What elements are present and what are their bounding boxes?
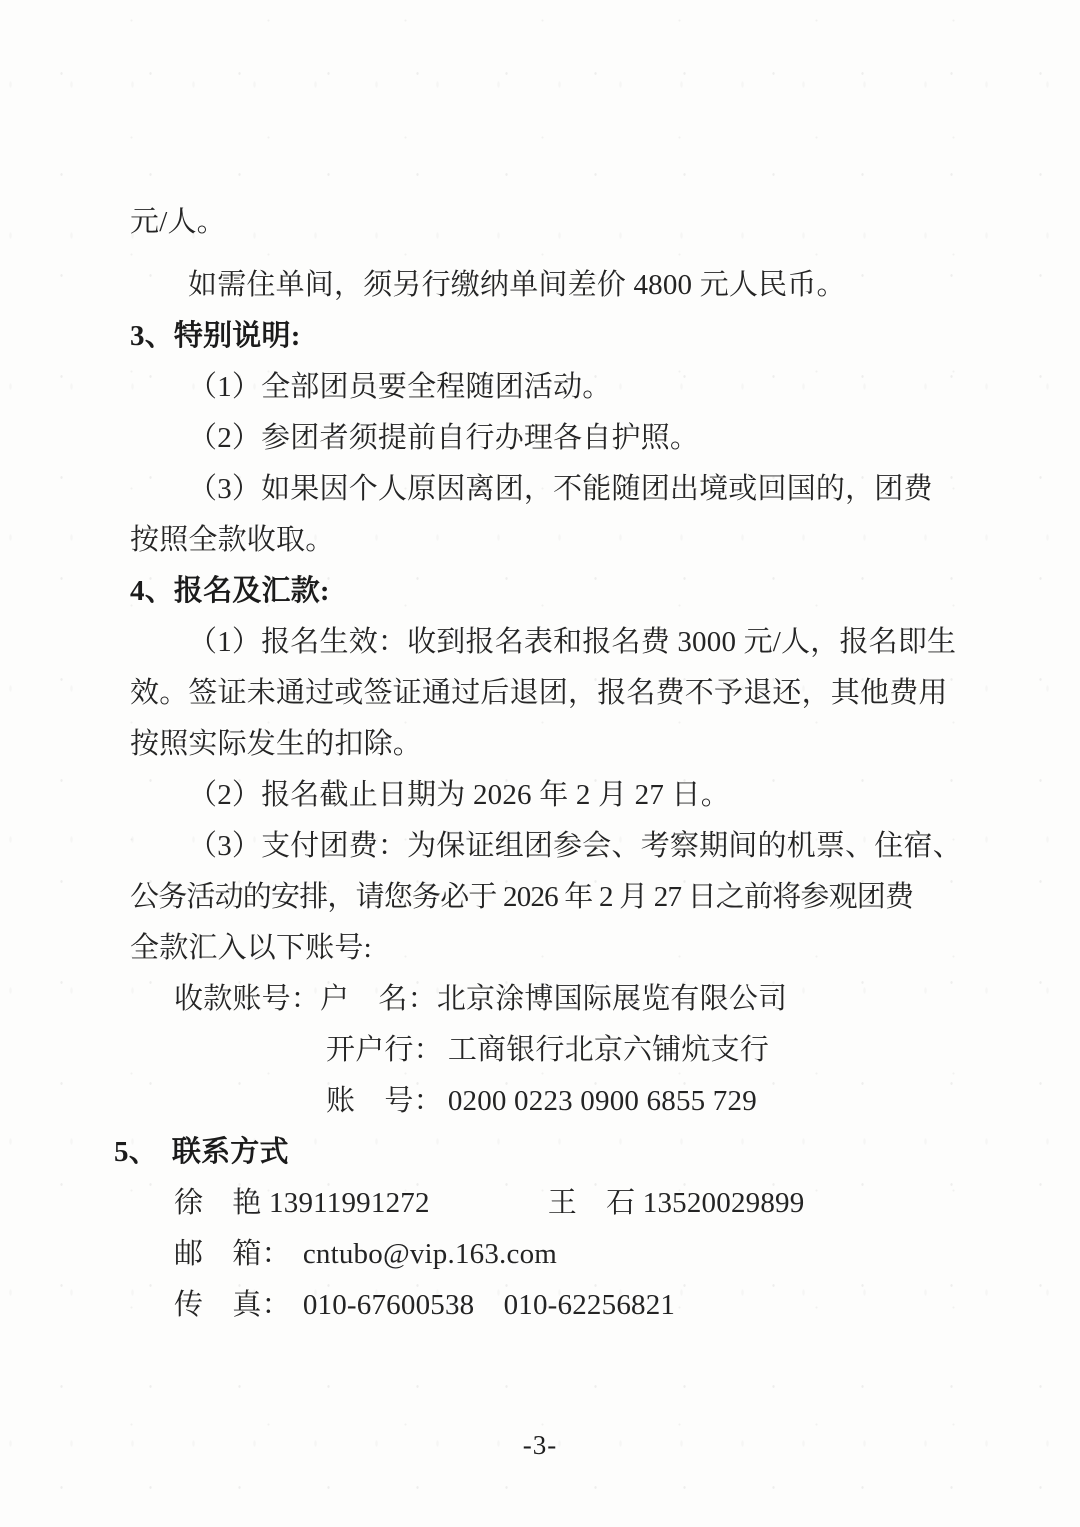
section4-item-1-line-3: 按照实际发生的扣除。	[130, 728, 423, 760]
email-value: cntubo@vip.163.com	[302, 1238, 558, 1270]
section5-number: 5、	[114, 1136, 158, 1168]
page-number: -3-	[522, 1430, 558, 1460]
payee-account-label: 收款账号：	[174, 983, 321, 1015]
single-room-surcharge-note: 如需住单间，须另行缴纳单间差价 4800 元人民币。	[188, 269, 846, 301]
section3-item-2: （2）参团者须提前自行办理各自护照。	[188, 422, 700, 454]
bank-account-name-line	[174, 974, 942, 1025]
bank-number-value: 0200 0223 0900 6855 729	[447, 1085, 757, 1117]
contact-person-2: 王 石 13520029899	[547, 1187, 805, 1219]
section3-item-3-line-1: （3）如果因个人原因离团，不能随团出境或回国的，团费	[188, 473, 933, 505]
section5-title: 联系方式	[171, 1136, 289, 1168]
email-label: 邮 箱：	[174, 1238, 291, 1270]
section4-item-2-deadline: （2）报名截止日期为 2026 年 2 月 27 日。	[188, 779, 730, 811]
contact-fax-line	[174, 1280, 942, 1331]
section4-heading: 4、报名及汇款:	[130, 575, 330, 607]
section4-item-3-line-3: 全款汇入以下账号:	[130, 932, 372, 964]
account-name-value: 北京涂博国际展览有限公司	[436, 983, 788, 1015]
section5-heading	[114, 1127, 942, 1178]
bank-branch-value: 工商银行北京六铺炕支行	[447, 1034, 770, 1066]
paragraph-continuation-line: 元/人。	[130, 206, 226, 238]
bank-branch-label: 开户行：	[326, 1034, 443, 1066]
fax-value: 010-67600538 010-62256821	[302, 1289, 676, 1321]
contact-phones-line	[174, 1178, 942, 1229]
section3-item-1: （1）全部团员要全程随团活动。	[188, 371, 612, 403]
section4-item-1-line-1: （1）报名生效：收到报名表和报名费 3000 元/人，报名即生	[188, 626, 957, 658]
bank-number-label: 账 号：	[326, 1085, 443, 1117]
section4-item-3-line-1: （3）支付团费：为保证组团参会、考察期间的机票、住宿、	[188, 830, 962, 862]
bank-number-line	[326, 1076, 942, 1127]
contact-person-1: 徐 艳 13911991272	[174, 1187, 430, 1219]
document-body	[114, 197, 962, 1331]
section3-heading: 3、特别说明:	[130, 320, 301, 352]
account-name-label: 户 名：	[320, 983, 437, 1015]
contact-email-line	[174, 1229, 942, 1280]
bank-branch-line	[326, 1025, 942, 1076]
section4-item-3-line-2: 公务活动的安排，请您务必于 2026 年 2 月 27 日之前将参观团费	[130, 881, 914, 913]
section3-item-3-line-2: 按照全款收取。	[130, 524, 335, 556]
section4-item-1-line-2: 效。签证未通过或签证通过后退团，报名费不予退还，其他费用	[130, 677, 948, 709]
fax-label: 传 真：	[174, 1289, 291, 1321]
